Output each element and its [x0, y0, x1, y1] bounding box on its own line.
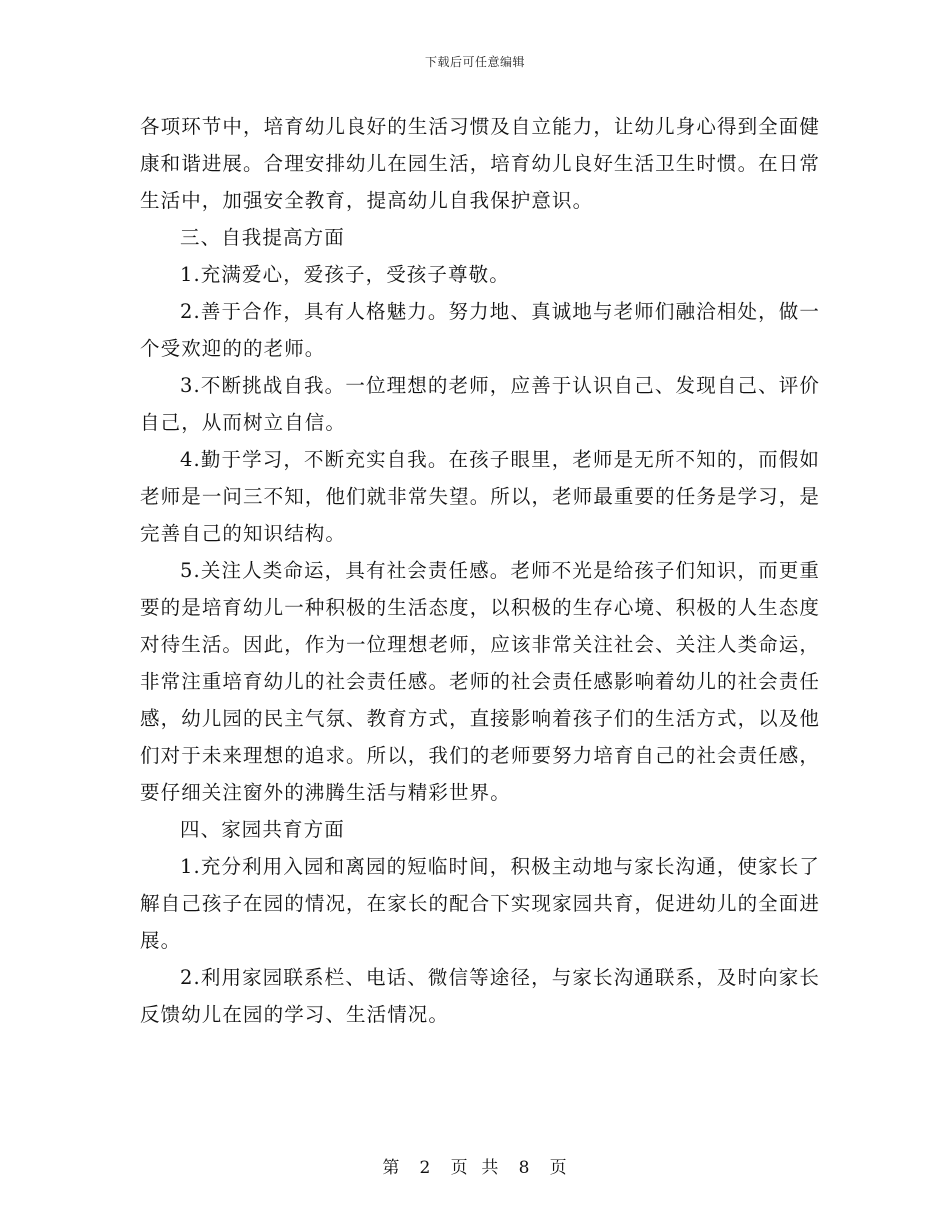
document-body: [140, 108, 820, 1033]
page-header-note: 下载后可任意编辑: [424, 55, 525, 69]
total-page-count: 8: [518, 1158, 531, 1178]
footer-prefix: 第: [382, 1158, 401, 1178]
footer-mid: 页 共: [450, 1158, 500, 1178]
list-item-4: 4.勤于学习，不断充实自我。在孩子眼里，老师是无所不知的，而假如老师是一问三不知，他们就非常失望。所以，老师最重要的任务是学习，是完善自己的知识结构。: [140, 448, 820, 545]
list-item-2-home-school: 2.利用家园联系栏、电话、微信等途径，与家长沟通联系，及时向家长反馈幼儿在园的学习、生活情况。: [140, 966, 820, 1026]
footer-suffix: 页: [549, 1158, 568, 1178]
paragraph-continuation: 各项环节中，培育幼儿良好的生活习惯及自立能力，让幼儿身心得到全面健康和谐进展。合理安排幼儿在园生活，培育幼儿良好生活卫生时惯。在日常生活中，加强安全教育，提高幼儿自我保护意识。: [140, 115, 820, 212]
section-heading-home-school: 四、家园共育方面: [180, 818, 345, 841]
current-page-number: 2: [419, 1158, 432, 1178]
list-item-1-home-school: 1.充分利用入园和离园的短临时间，积极主动地与家长沟通，使家长了解自己孩子在园的情况，在家长的配合下实现家园共育，促进幼儿的全面进展。: [140, 855, 820, 952]
list-item-1: 1.充满爱心，爱孩子，受孩子尊敬。: [180, 263, 510, 286]
list-item-3: 3.不断挑战自我。一位理想的老师，应善于认识自己、发现自己、评价自己，从而树立自信。: [140, 374, 820, 434]
page-footer: [0, 1153, 950, 1178]
section-heading-self-improvement: 三、自我提高方面: [180, 226, 345, 249]
list-item-5: 5.关注人类命运，具有社会责任感。老师不光是给孩子们知识，而更重要的是培育幼儿一种积极的生活态度，以积极的生存心境、积极的人生态度对待生活。因此，作为一位理想老师，应该非常关注社会、关注人类命运，非常注重培育幼儿的社会责任感。老师的社会责任感影响着幼儿的社会责任感，幼儿园的民主气氛、教育方式，直接影响着孩子们的生活方式，以及他们对于未来理想的追求。所以，我们的老师要努力培育自己的社会责任感，要仔细关注窗外的沸腾生活与精彩世界。: [140, 559, 820, 804]
list-item-2: 2.善于合作，具有人格魅力。努力地、真诚地与老师们融洽相处，做一个受欢迎的的老师。: [140, 300, 820, 360]
